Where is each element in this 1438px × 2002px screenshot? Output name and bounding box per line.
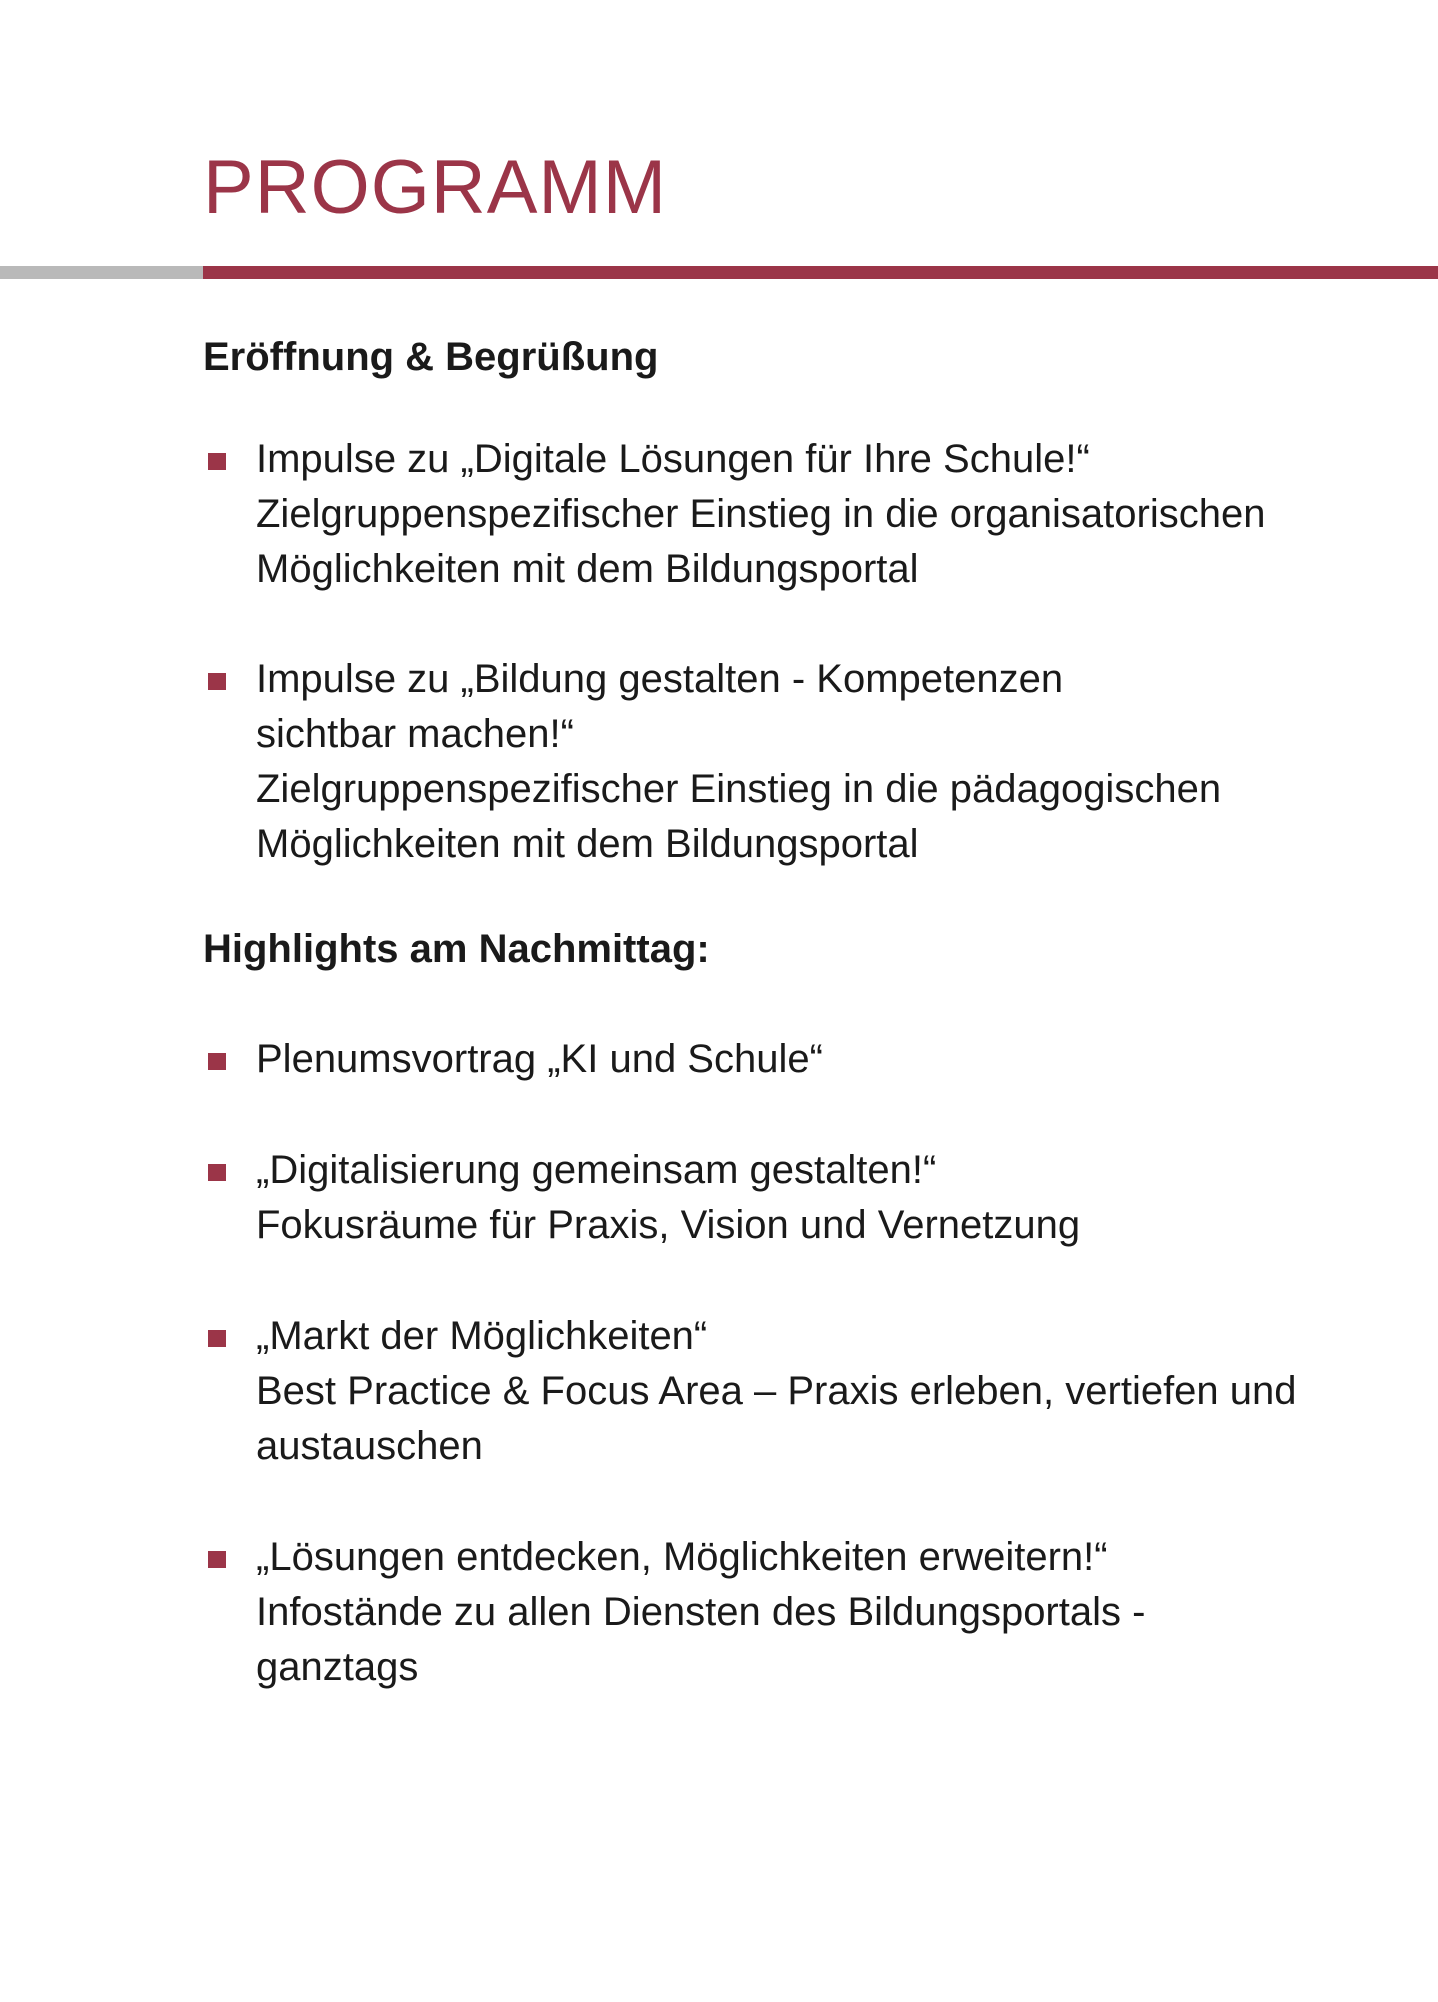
item-line: Zielgruppenspezifischer Einstieg in die pädagogischen	[256, 767, 1222, 811]
square-bullet-icon	[208, 1164, 226, 1181]
item-line: Fokusräume für Praxis, Vision und Vernetzung	[256, 1203, 1081, 1247]
item-line: Best Practice & Focus Area – Praxis erleben, vertiefen und	[256, 1369, 1297, 1413]
page-title: PROGRAMM	[203, 145, 667, 230]
item-line: Infostände zu allen Diensten des Bildungsportals -	[256, 1590, 1146, 1634]
program-content	[203, 330, 1363, 1695]
square-bullet-icon	[208, 1053, 226, 1070]
item-title-continued: sichtbar machen!“	[256, 712, 574, 756]
list-item	[203, 432, 1363, 597]
square-bullet-icon	[208, 453, 226, 470]
list-item	[203, 1032, 1363, 1087]
item-line: Möglichkeiten mit dem Bildungsportal	[256, 822, 919, 866]
section-heading-opening: Eröffnung & Begrüßung	[203, 335, 659, 379]
item-line: Möglichkeiten mit dem Bildungsportal	[256, 547, 919, 591]
list-item	[203, 1309, 1363, 1474]
item-title: „Markt der Möglichkeiten“	[256, 1314, 708, 1358]
item-title: „Lösungen entdecken, Möglichkeiten erweitern!“	[256, 1535, 1108, 1579]
section-heading-highlights: Highlights am Nachmittag:	[203, 927, 710, 971]
item-line: ganztags	[256, 1645, 419, 1689]
title-rule-accent	[203, 266, 1438, 279]
square-bullet-icon	[208, 1330, 226, 1347]
item-title: Impulse zu „Digitale Lösungen für Ihre Schule!“	[256, 437, 1090, 481]
item-line: austauschen	[256, 1424, 483, 1468]
list-item	[203, 1530, 1363, 1695]
square-bullet-icon	[208, 1551, 226, 1568]
item-title: Plenumsvortrag „KI und Schule“	[256, 1037, 823, 1081]
list-item	[203, 1143, 1363, 1253]
opening-list	[203, 432, 1363, 872]
item-title: „Digitalisierung gemeinsam gestalten!“	[256, 1148, 937, 1192]
highlights-list	[203, 1032, 1363, 1695]
title-rule-grey	[0, 266, 203, 279]
square-bullet-icon	[208, 673, 226, 690]
item-line: Zielgruppenspezifischer Einstieg in die organisatorischen	[256, 492, 1266, 536]
item-title: Impulse zu „Bildung gestalten - Kompetenzen	[256, 657, 1064, 701]
list-item	[203, 652, 1363, 872]
